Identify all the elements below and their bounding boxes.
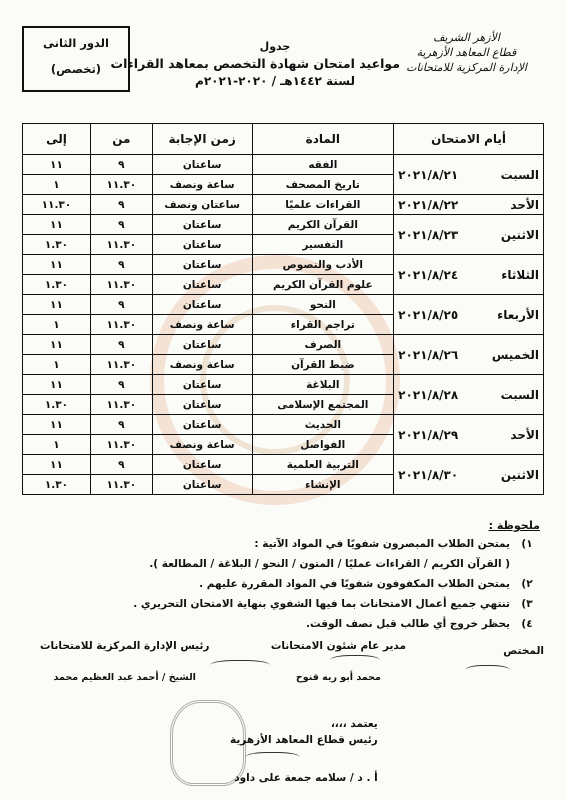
table-row — [23, 455, 544, 475]
approval-signature — [230, 718, 378, 784]
day-cell — [394, 415, 544, 455]
day-cell — [394, 295, 544, 335]
subject-cell: الصرف — [252, 335, 394, 355]
subject-cell: الفقه — [252, 155, 394, 175]
to-time-cell: ١١.٣٠ — [23, 195, 91, 215]
subject-cell: البلاغة — [252, 375, 394, 395]
from-time-cell: ٩ — [90, 455, 152, 475]
day-name: الأربعاء — [497, 307, 539, 322]
day-cell — [394, 255, 544, 295]
header-subject: المادة — [252, 124, 394, 155]
signature-scribble — [330, 655, 380, 668]
duration-cell: ساعتان — [152, 475, 252, 495]
day-name: الخميس — [491, 347, 539, 362]
from-time-cell: ٩ — [90, 295, 152, 315]
subject-cell: المجتمع الإسلامى — [252, 395, 394, 415]
signature-scribble — [245, 752, 300, 765]
day-name: الأحد — [510, 427, 539, 442]
exam-date: ٢٠٢١/٨/٢٣ — [398, 227, 459, 242]
duration-cell: ساعتان — [152, 375, 252, 395]
note-text: تنتهي جميع أعمال الامتحانات بما فيها الشفوي بنهاية الامتحان التحريري . — [133, 598, 510, 610]
from-time-cell: ١١.٣٠ — [90, 395, 152, 415]
table-row — [23, 215, 544, 235]
subject-cell: القرآن الكريم — [252, 215, 394, 235]
to-time-cell: ١.٣٠ — [23, 235, 91, 255]
note-text: يمتحن الطلاب المكفوفون شفويًا في المواد المقررة عليهم . — [199, 578, 510, 590]
day-cell — [394, 375, 544, 415]
table-row — [23, 375, 544, 395]
director-title: مدير عام شئون الامتحانات — [270, 640, 406, 652]
document-title — [110, 40, 400, 88]
from-time-cell: ٩ — [90, 155, 152, 175]
to-time-cell: ١.٣٠ — [23, 395, 91, 415]
head-signature — [40, 640, 209, 683]
duration-cell: ساعتان — [152, 155, 252, 175]
subject-cell: الفواصل — [252, 435, 394, 455]
table-row — [23, 255, 544, 275]
duration-cell: ساعتان — [152, 255, 252, 275]
reviewer-title: المختص — [503, 645, 544, 657]
duration-cell: ساعة ونصف — [152, 175, 252, 195]
logo-line: الأزهر الشريف — [433, 31, 500, 44]
azhar-logo — [389, 30, 544, 75]
to-time-cell: ١١ — [23, 255, 91, 275]
duration-cell: ساعتان — [152, 455, 252, 475]
duration-cell: ساعتان — [152, 335, 252, 355]
note-item — [22, 536, 544, 552]
duration-cell: ساعتان — [152, 415, 252, 435]
header-days: أيام الامتحان — [394, 124, 544, 155]
note-number — [510, 556, 544, 572]
approval-subtitle: رئيس قطاع المعاهد الأزهرية — [230, 734, 378, 746]
approval-name: أ . د / سلامه جمعة على داود — [234, 772, 378, 784]
round-box — [22, 26, 130, 92]
exam-date: ٢٠٢١/٨/٢٥ — [398, 307, 459, 322]
note-text: يمتحن الطلاب المبصرون شفويًا في المواد الآتية : — [254, 538, 510, 550]
table-row — [23, 335, 544, 355]
director-name: محمد أبو ريه قنوح — [295, 672, 381, 683]
from-time-cell: ١١.٣٠ — [90, 175, 152, 195]
subject-cell: ضبط القرآن — [252, 355, 394, 375]
from-time-cell: ١١.٣٠ — [90, 435, 152, 455]
duration-cell: ساعتان — [152, 235, 252, 255]
notes-heading: ملحوظة : — [488, 519, 540, 532]
subject-cell: علوم القرآن الكريم — [252, 275, 394, 295]
subject-cell: التفسير — [252, 235, 394, 255]
duration-cell: ساعتان — [152, 295, 252, 315]
duration-cell: ساعة ونصف — [152, 355, 252, 375]
duration-cell: ساعتان ونصف — [152, 195, 252, 215]
subject-cell: تاريخ المصحف — [252, 175, 394, 195]
day-cell — [394, 215, 544, 255]
to-time-cell: ١ — [23, 175, 91, 195]
exam-date: ٢٠٢١/٨/٢٤ — [398, 267, 459, 282]
note-number: ٢) — [521, 578, 533, 590]
header-to: إلى — [23, 124, 91, 155]
to-time-cell: ١١ — [23, 215, 91, 235]
note-number: ٤) — [521, 618, 533, 630]
day-cell — [394, 455, 544, 495]
title-line-2: مواعيد امتحان شهادة التخصص بمعاهد القراءات — [110, 56, 400, 71]
duration-cell: ساعتان — [152, 215, 252, 235]
note-item — [22, 576, 544, 592]
exam-date: ٢٠٢١/٨/٢١ — [398, 167, 459, 182]
logo-line: الإدارة المركزية للامتحانات — [406, 61, 527, 74]
duration-cell: ساعتان — [152, 395, 252, 415]
round-type: (تخصص) — [50, 62, 102, 76]
signature-scribble — [465, 665, 510, 678]
day-name: الاثنين — [500, 467, 539, 482]
note-text: ( القرآن الكريم / القراءات عمليًا / المتون / النحو / البلاغة / المطالعة ). — [149, 558, 510, 570]
note-item — [22, 556, 544, 572]
head-title: رئيس الإدارة المركزية للامتحانات — [40, 640, 210, 652]
subject-cell: تراجم القراء — [252, 315, 394, 335]
title-line-1: جدول — [259, 40, 291, 53]
to-time-cell: ١.٣٠ — [23, 475, 91, 495]
subject-cell: النحو — [252, 295, 394, 315]
table-row — [23, 195, 544, 215]
notes-list — [22, 536, 544, 632]
to-time-cell: ١١ — [23, 455, 91, 475]
to-time-cell: ١ — [23, 355, 91, 375]
reviewer-signature — [503, 645, 544, 657]
subject-cell: القراءات علميًا — [252, 195, 394, 215]
from-time-cell: ١١.٣٠ — [90, 475, 152, 495]
from-time-cell: ٩ — [90, 255, 152, 275]
table-header-row — [23, 124, 544, 155]
logo-line: قطاع المعاهد الأزهرية — [416, 46, 517, 59]
to-time-cell: ١ — [23, 435, 91, 455]
table-body — [23, 155, 544, 495]
day-name: السبت — [500, 167, 539, 182]
signature-scribble — [210, 660, 270, 673]
from-time-cell: ١١.٣٠ — [90, 355, 152, 375]
note-text: يحظر خروج أي طالب قبل نصف الوقت. — [306, 618, 510, 630]
from-time-cell: ٩ — [90, 215, 152, 235]
round-label: الدور الثانى — [43, 36, 109, 50]
to-time-cell: ١١ — [23, 295, 91, 315]
exam-date: ٢٠٢١/٨/٣٠ — [398, 467, 459, 482]
exam-date: ٢٠٢١/٨/٢٢ — [398, 197, 459, 212]
day-name: الاثنين — [500, 227, 539, 242]
from-time-cell: ١١.٣٠ — [90, 235, 152, 255]
from-time-cell: ١١.٣٠ — [90, 275, 152, 295]
day-name: الثلاثاء — [501, 267, 539, 282]
subject-cell: الإنشاء — [252, 475, 394, 495]
note-number: ١) — [521, 538, 533, 550]
table-row — [23, 155, 544, 175]
to-time-cell: ١١ — [23, 155, 91, 175]
exam-date: ٢٠٢١/٨/٢٦ — [398, 347, 459, 362]
day-name: السبت — [500, 387, 539, 402]
exam-date: ٢٠٢١/٨/٢٨ — [398, 387, 459, 402]
exam-date: ٢٠٢١/٨/٢٩ — [398, 427, 459, 442]
note-number: ٣) — [521, 598, 533, 610]
header-from: من — [90, 124, 152, 155]
to-time-cell: ١١ — [23, 375, 91, 395]
day-cell — [394, 155, 544, 195]
to-time-cell: ١١ — [23, 415, 91, 435]
to-time-cell: ١ — [23, 315, 91, 335]
from-time-cell: ١١.٣٠ — [90, 315, 152, 335]
day-cell — [394, 335, 544, 375]
approval-title: يعتمد ،،،، — [330, 718, 378, 730]
head-name: الشيخ / أحمد عبد العظيم محمد — [53, 672, 196, 683]
exam-schedule-table — [22, 123, 544, 495]
from-time-cell: ٩ — [90, 335, 152, 355]
title-line-3: لسنة ١٤٤٢هـ / ٢٠٢٠-٢٠٢١م — [195, 74, 355, 88]
to-time-cell: ١١ — [23, 335, 91, 355]
to-time-cell: ١.٣٠ — [23, 275, 91, 295]
from-time-cell: ٩ — [90, 415, 152, 435]
table-row — [23, 415, 544, 435]
from-time-cell: ٩ — [90, 375, 152, 395]
note-item — [22, 596, 544, 612]
duration-cell: ساعتان — [152, 275, 252, 295]
day-cell — [394, 195, 544, 215]
duration-cell: ساعة ونصف — [152, 315, 252, 335]
header-duration: زمن الإجابة — [152, 124, 252, 155]
duration-cell: ساعة ونصف — [152, 435, 252, 455]
day-name: الأحد — [510, 197, 539, 212]
subject-cell: التربية العلمية — [252, 455, 394, 475]
subject-cell: الحديث — [252, 415, 394, 435]
notes-section — [22, 519, 544, 632]
subject-cell: الأدب والنصوص — [252, 255, 394, 275]
table-row — [23, 295, 544, 315]
from-time-cell: ٩ — [90, 195, 152, 215]
note-item — [22, 616, 544, 632]
